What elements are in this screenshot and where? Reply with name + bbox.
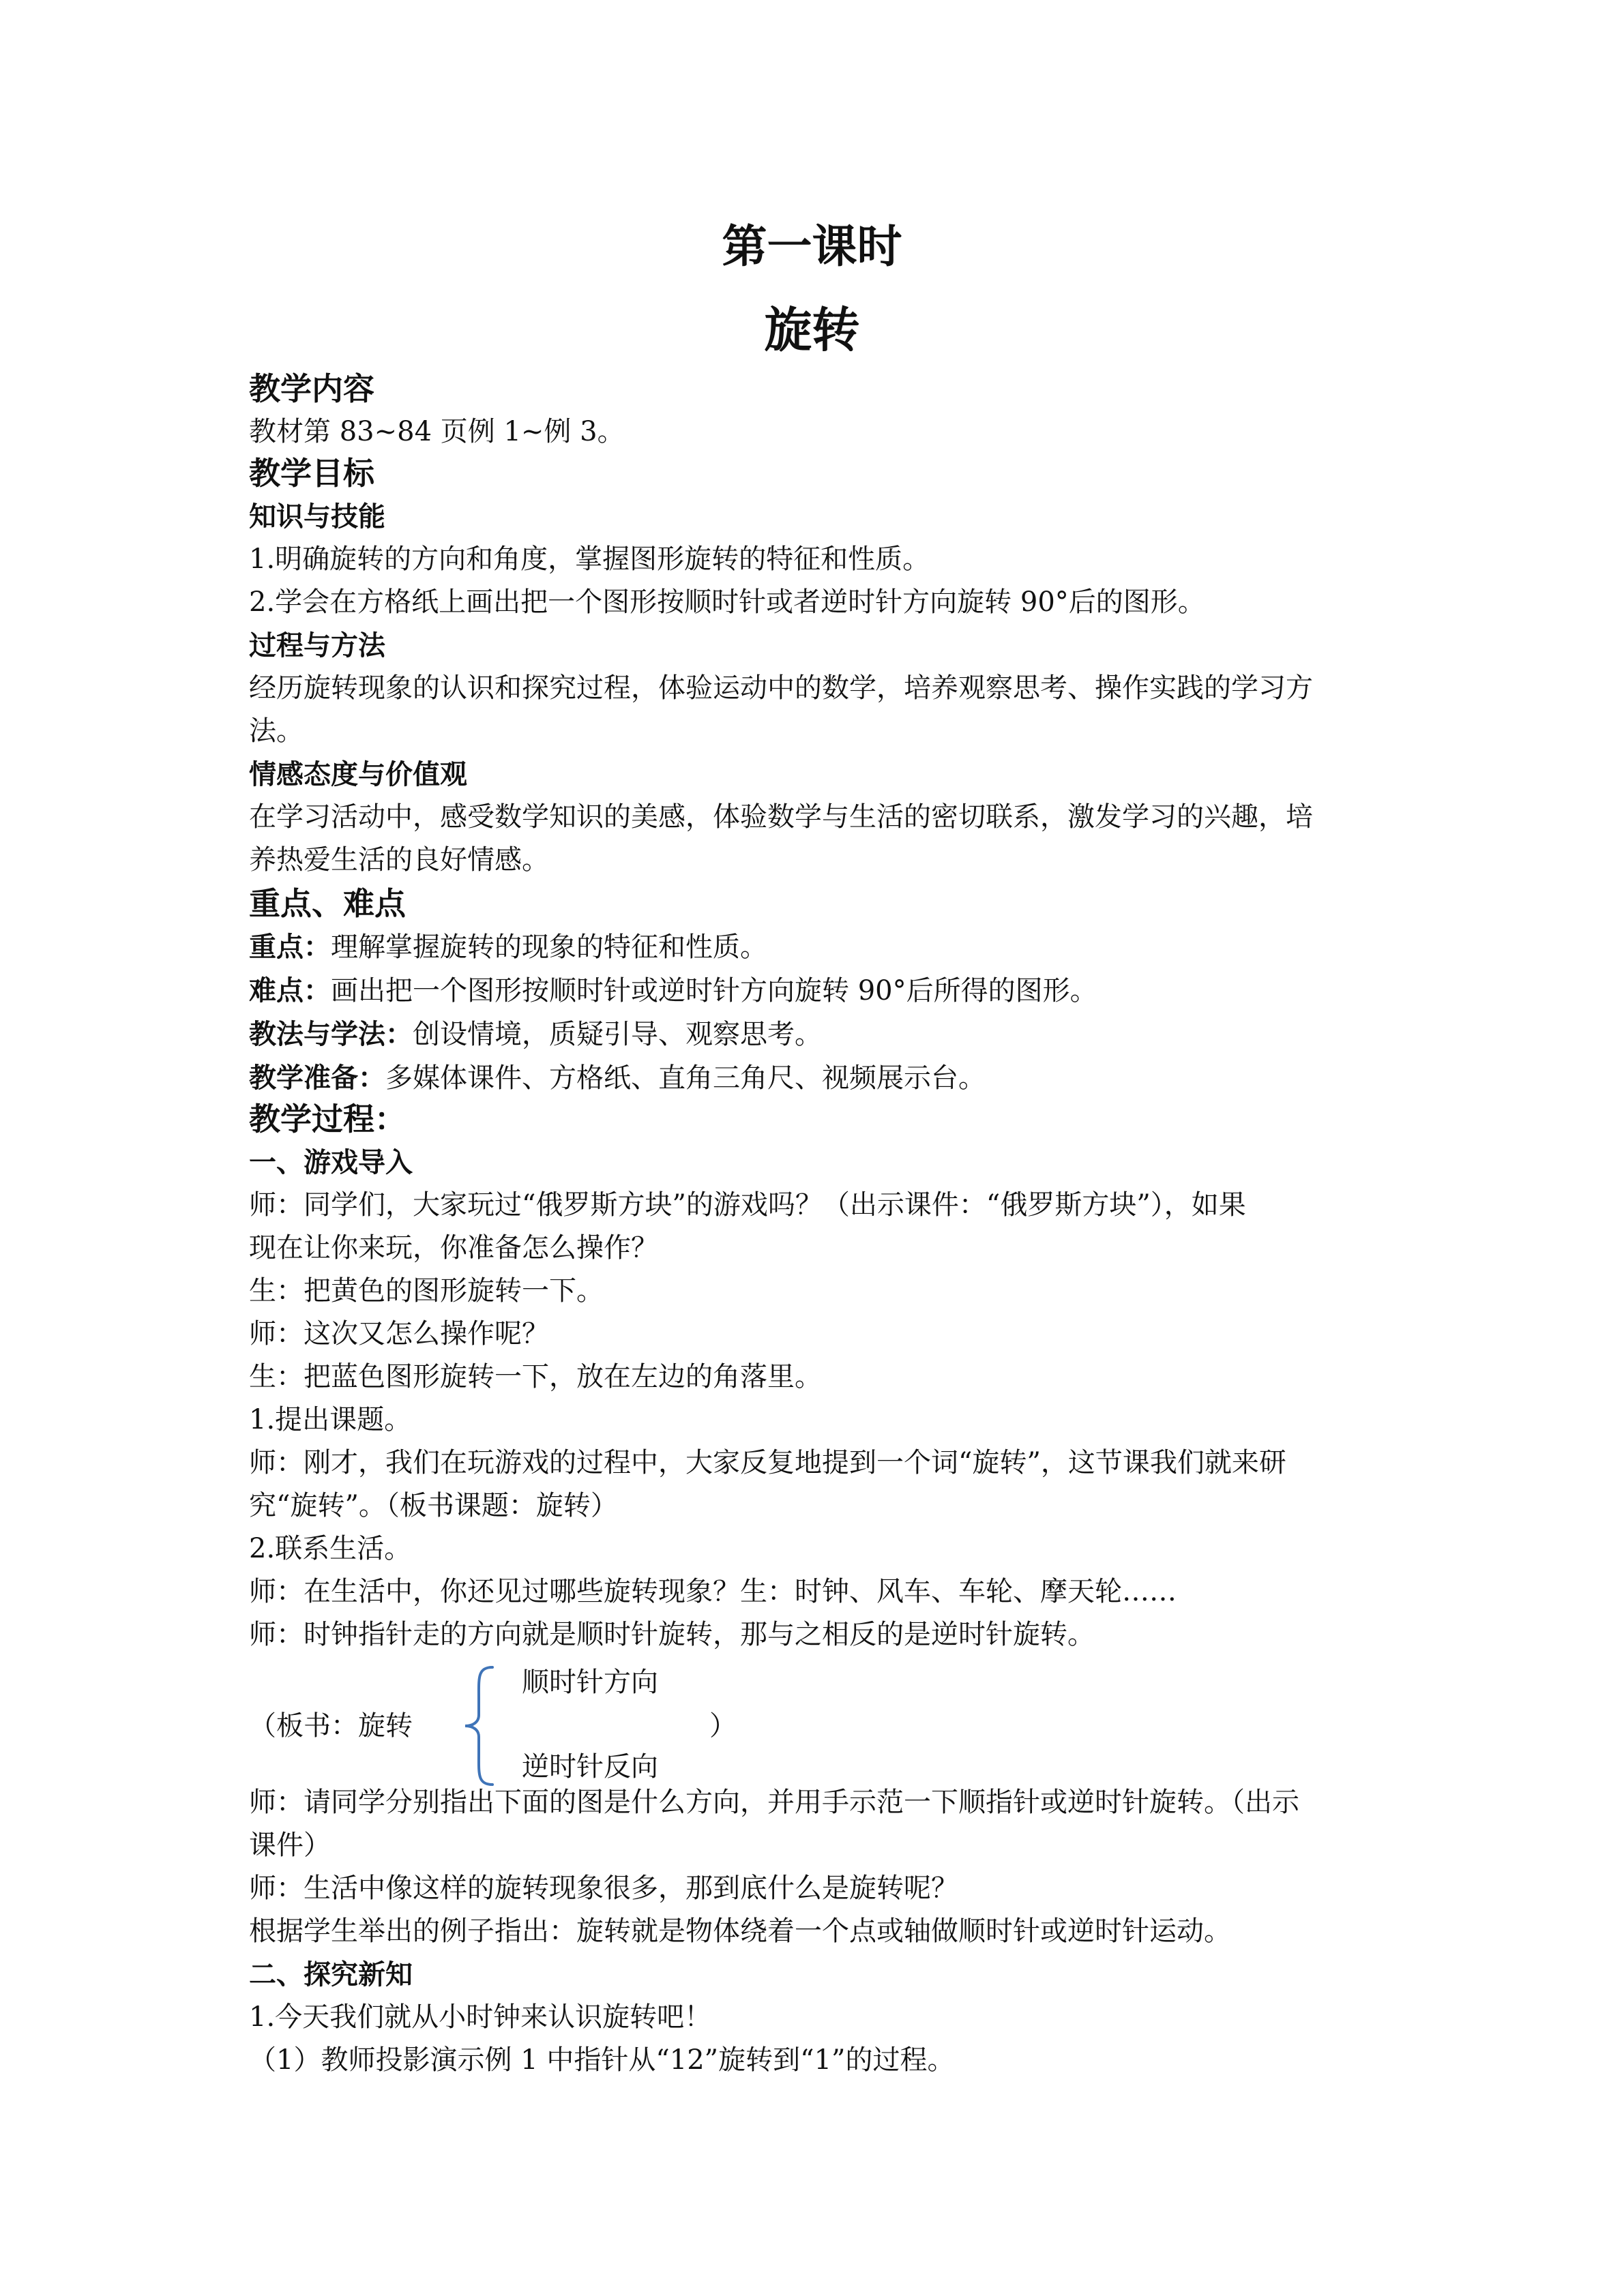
- dialogue-line: 1.提出课题。: [249, 1404, 412, 1435]
- key-point: [249, 925, 1381, 969]
- skill-item: 1.明确旋转的方向和角度，掌握图形旋转的特征和性质。: [249, 543, 930, 575]
- dialogue-line: 究“旋转”。（板书课题：旋转）: [249, 1490, 618, 1521]
- skill-item: 2.学会在方格纸上画出把一个图形按顺时针或者逆时针方向旋转 90°后的图形。: [249, 586, 1205, 618]
- section-heading: 二、探究新知: [249, 1958, 413, 1991]
- lesson-title: 第一课时: [722, 220, 902, 273]
- dialogue-line: 生：把蓝色图形旋转一下，放在左边的角落里。: [249, 1361, 822, 1392]
- difficulty-point: [249, 969, 1381, 1013]
- key-label: 重点：: [249, 931, 331, 963]
- method-point: [249, 1013, 1381, 1056]
- dialogue-line: 师：刚才，我们在玩游戏的过程中，大家反复地提到一个词“旋转”，这节课我们就来研: [249, 1447, 1286, 1478]
- dialogue-line: 师：请同学分别指出下面的图是什么方向，并用手示范一下顺指针或逆时针旋转。（出示: [249, 1787, 1299, 1818]
- prep-label: 教学准备：: [249, 1062, 385, 1094]
- key-heading: 重点、难点: [249, 885, 406, 922]
- board-label: （板书：旋转: [249, 1710, 413, 1742]
- emotion-text: 养热爱生活的良好情感。: [249, 844, 549, 876]
- process-heading: 过程与方法: [249, 629, 385, 661]
- dialogue-line: 师：在生活中，你还见过哪些旋转现象？生：时钟、风车、车轮、摩天轮……: [249, 1576, 1177, 1607]
- content-heading: 教学内容: [249, 370, 374, 407]
- section-heading: 一、游戏导入: [249, 1146, 413, 1178]
- goals-section: [249, 451, 1381, 882]
- process-section-b: [249, 1781, 1381, 2082]
- lesson-subtitle: 旋转: [764, 301, 860, 358]
- dialogue-line: 师：这次又怎么操作呢？: [249, 1318, 549, 1350]
- dialogue-line: 师：生活中像这样的旋转现象很多，那到底什么是旋转呢？: [249, 1873, 958, 1904]
- emotion-text: 在学习活动中，感受数学知识的美感，体验数学与生活的密切联系，激发学习的兴趣，培: [249, 801, 1313, 833]
- content-text: 教材第 83~84 页例 1~例 3。: [249, 416, 625, 447]
- dialogue-line: 2.联系生活。: [249, 1533, 412, 1564]
- prep-point: [249, 1056, 1381, 1100]
- board-bottom: 逆时针反向: [522, 1751, 658, 1783]
- content-section: [249, 367, 1381, 453]
- method-label: 教法与学法：: [249, 1018, 413, 1050]
- dialogue-line: 课件）: [249, 1830, 331, 1861]
- board-top: 顺时针方向: [522, 1667, 658, 1698]
- process-text: 法。: [249, 715, 304, 747]
- dialogue-line: （1）教师投影演示例 1 中指针从“12”旋转到“1”的过程。: [249, 2044, 955, 2076]
- dialogue-line: 1.今天我们就从小时钟来认识旋转吧！: [249, 2001, 712, 2033]
- difficulty-text: 画出把一个图形按顺时针或逆时针方向旋转 90°后所得的图形。: [331, 975, 1097, 1007]
- key-section: [249, 882, 1381, 1100]
- prep-text: 多媒体课件、方格纸、直角三角尺、视频展示台。: [385, 1062, 986, 1094]
- dialogue-line: 师：同学们，大家玩过“俄罗斯方块”的游戏吗？（出示课件：“俄罗斯方块”），如果: [249, 1189, 1246, 1221]
- curly-brace-icon: [462, 1665, 497, 1787]
- difficulty-label: 难点：: [249, 974, 331, 1007]
- dialogue-line: 根据学生举出的例子指出：旋转就是物体绕着一个点或轴做顺时针或逆时针运动。: [249, 1915, 1231, 1947]
- goals-heading: 教学目标: [249, 455, 374, 492]
- dialogue-line: 师：时钟指针走的方向就是顺时针旋转，那与之相反的是逆时针旋转。: [249, 1619, 1095, 1650]
- key-text: 理解掌握旋转的现象的特征和性质。: [331, 931, 767, 963]
- emotion-heading: 情感态度与价值观: [249, 758, 467, 790]
- dialogue-line: 现在让你来玩，你准备怎么操作？: [249, 1232, 658, 1264]
- board-close: ）: [709, 1710, 737, 1742]
- dialogue-line: 生：把黄色的图形旋转一下。: [249, 1275, 604, 1307]
- skills-heading: 知识与技能: [249, 501, 385, 533]
- process-section-a: [249, 1097, 1381, 1656]
- process-main-heading: 教学过程：: [249, 1101, 406, 1137]
- method-text: 创设情境，质疑引导、观察思考。: [413, 1019, 822, 1050]
- process-text: 经历旋转现象的认识和探究过程，体验运动中的数学，培养观察思考、操作实践的学习方: [249, 672, 1313, 704]
